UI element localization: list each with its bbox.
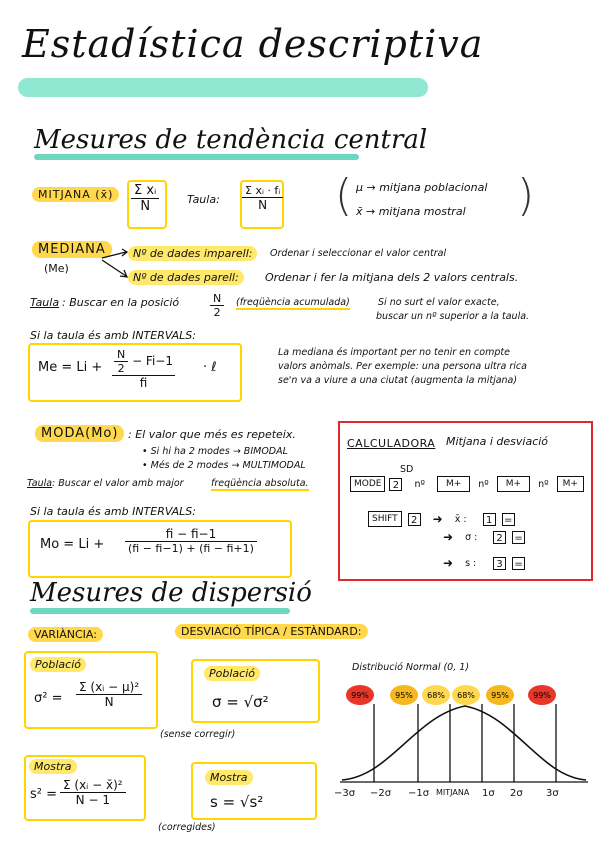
mo-left: Mo = Li + (40, 537, 105, 552)
mediana-label: MEDIANA (32, 241, 112, 258)
dev-mos-formula: s = √s² (210, 793, 264, 811)
title-highlight (18, 78, 428, 97)
normal-title: Distribució Normal (0, 1) (352, 662, 470, 673)
impar-text: Ordenar i seleccionar el valor central (270, 248, 447, 259)
no-label: nº (414, 478, 425, 490)
xbar-line: x̄ → mitjana mostral (356, 205, 466, 218)
calc-sd: SD (400, 464, 414, 475)
no-label: nº (538, 478, 549, 490)
var-pob-fraction: $\frac{\text{Σ (xᵢ − μ)²}}{N}$ (76, 680, 142, 709)
moda-text: : El valor que més es repeteix. (128, 428, 296, 441)
section-underline-2 (30, 608, 290, 614)
var-mostra-label: Mostra (29, 759, 77, 774)
mitjana-label: MITJANA (x̄) (32, 187, 119, 202)
calc-row-1 (350, 476, 584, 492)
dev-mostra-label: Mostra (205, 770, 253, 785)
pct-label: 95% (491, 691, 509, 700)
normal-ticks (330, 788, 598, 802)
var-mos-fraction: $\frac{\text{Σ (xᵢ − x̄)²}}{N - 1}$ (60, 778, 126, 807)
left-paren: ( (335, 170, 353, 221)
two-key: 2 (389, 478, 402, 491)
me-right: · ℓ (203, 360, 217, 375)
var-poblacio-label: Població (30, 657, 86, 672)
buscar-text: : Buscar en la posició (62, 296, 180, 309)
mitjana-formula: $\frac{\text{Σ xᵢ}}{N}$ (131, 183, 159, 214)
calc-x-label: x̄ : (454, 513, 467, 525)
mediana-note-1: La mediana és important per no tenir en compte (278, 347, 510, 358)
taula2-label: Taula (30, 296, 60, 309)
calc-sigma-label: σ : (465, 531, 478, 543)
dev-pob-formula: σ = √σ² (212, 693, 269, 711)
section-heading-tendencia: Mesures de tendència central (34, 125, 428, 155)
page-title: Estadística descriptiva (22, 22, 484, 66)
me-left: Me = Li + (38, 360, 103, 375)
pos-fraction: $\frac{N}{2}$ (210, 292, 224, 319)
par-text: Ordenar i fer la mitjana dels 2 valors centrals. (265, 271, 519, 284)
calc-row-sigma (443, 530, 525, 544)
mplus-key-1: M+ (437, 476, 470, 492)
tick-label: −3σ (334, 788, 356, 799)
eq-key: = (502, 513, 515, 526)
taula3-label: Taula (27, 478, 53, 489)
arrow-icon: ➜ (443, 556, 454, 570)
pct-label: 99% (533, 691, 551, 700)
calc-subtitle: Mitjana i desviació (446, 435, 549, 448)
pct-label: 68% (457, 691, 475, 700)
calc-title: CALCULADORA (347, 437, 436, 450)
taula-formula: $\frac{\text{Σ xᵢ · fᵢ}}{N}$ (242, 184, 283, 212)
pct-label: 95% (395, 691, 413, 700)
calc-s-label: s : (465, 557, 477, 569)
tick-label: −1σ (408, 788, 430, 799)
freq-absoluta: freqüència absoluta. (211, 478, 309, 489)
tick-label: 2σ (510, 788, 523, 799)
arrow-icon: ➜ (432, 512, 443, 526)
eq-key: = (512, 531, 525, 544)
arrow-icon: ➜ (443, 530, 454, 544)
sense-corregir: (sense corregir) (160, 729, 236, 740)
multimodal-line: • Més de 2 modes → MULTIMODAL (142, 460, 306, 471)
impar-label: Nº de dades imparell: (128, 246, 257, 261)
mediana-note-2: valors anòmals. Per exemple: una persona ultra rica (278, 361, 527, 372)
mediana-arrows (100, 248, 130, 284)
bimodal-line: • Si hi ha 2 modes → BIMODAL (142, 446, 288, 457)
two-key-2: 2 (408, 513, 421, 526)
moda-label: MODA(Mo) (35, 425, 124, 442)
pct-label: 68% (427, 691, 445, 700)
mplus-key-3: M+ (557, 476, 584, 492)
pct-label: 99% (351, 691, 369, 700)
mode-key: MODE (350, 476, 385, 492)
corregides: (corregides) (158, 822, 216, 833)
desviacio-label: DESVIACIÓ TÍPICA / ESTÀNDARD: (175, 624, 368, 639)
moda-taula-text: : Buscar el valor amb major (52, 478, 184, 489)
taula-label: Taula: (187, 193, 220, 206)
variancia-label: VARIÀNCIA: (28, 627, 103, 642)
one-key: 1 (483, 513, 496, 526)
calc-row-shift (368, 511, 515, 527)
shift-key: SHIFT (368, 511, 402, 527)
three-key: 3 (493, 557, 506, 570)
tick-label: MITJANA (436, 788, 470, 797)
tick-label: 3σ (546, 788, 559, 799)
par-label: Nº de dades parell: (128, 270, 244, 285)
var-pob-left: σ² = (34, 691, 63, 706)
two-key-3: 2 (493, 531, 506, 544)
freq-acumulada: (freqüència acumulada) (236, 297, 350, 308)
var-mos-left: s² = (30, 787, 58, 802)
si-no-2: buscar un nº superior a la taula. (376, 311, 530, 322)
tick-label: 1σ (482, 788, 495, 799)
eq-key: = (512, 557, 525, 570)
mediana-sub: (Me) (44, 262, 69, 275)
si-no-1: Si no surt el valor exacte, (378, 297, 500, 308)
mplus-key-2: M+ (497, 476, 530, 492)
no-label: nº (478, 478, 489, 490)
mediana-note-3: se'n va a viure a una ciutat (augmenta la mitjana) (278, 375, 518, 386)
mo-fraction: $\frac{fi - fi-1}{(fi - fi-1) + (fi - fi+1)}$ (125, 527, 257, 555)
me-fraction: $\frac{N}{2}$ − Fi−1 fi (112, 348, 175, 390)
right-paren: ) (517, 170, 535, 221)
dev-poblacio-label: Població (204, 666, 260, 681)
intervals-text-2: Si la taula és amb INTERVALS: (30, 505, 196, 518)
section-heading-dispersio: Mesures de dispersió (30, 578, 312, 608)
intervals-text: Si la taula és amb INTERVALS: (30, 329, 196, 342)
tick-label: −2σ (370, 788, 392, 799)
mu-line: μ → mitjana poblacional (356, 181, 488, 194)
calc-row-s (443, 556, 525, 570)
